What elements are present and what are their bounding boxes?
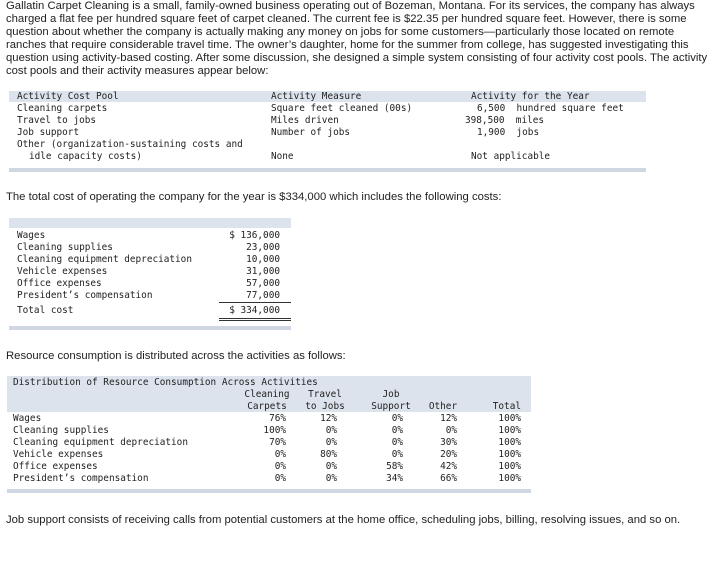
col-header-line1: Cleaning — [244, 389, 290, 400]
table-row: Other (organization-sustaining costs and — [17, 139, 243, 150]
cost-subtotal-rule — [219, 302, 291, 303]
resource-paragraph: Resource consumption is distributed across the activities as follows: — [6, 350, 346, 362]
total-cost-label: Total cost — [17, 305, 74, 316]
cost-total-row — [9, 305, 291, 317]
activity-cost-pool-table — [9, 91, 646, 173]
cost-total-double-rule — [219, 318, 291, 321]
distribution-table-bottom-rule — [7, 489, 531, 493]
table-row: Job support Number of jobs 1,900 jobs — [17, 127, 540, 138]
col-header-line2: Total — [492, 401, 521, 412]
total-cost-paragraph: The total cost of operating the company for the year is $334,000 which includes the following costs: — [6, 191, 502, 203]
activity-year-header: Activity for the Year — [471, 91, 590, 102]
table-row: Travel to jobs Miles driven 398,500 miles — [17, 115, 545, 126]
cost-table-bottom-rule — [9, 326, 291, 330]
activity-measure-header: Activity Measure — [271, 91, 362, 102]
col-header-line2: Support — [371, 401, 411, 412]
total-cost-value: $ 334,000 — [229, 305, 280, 316]
activity-table-bottom-rule — [9, 168, 646, 172]
intro-paragraph: Gallatin Carpet Cleaning is a small, family-owned business operating out of Bozeman, Montana. For its services, the company has always charged a flat fee per hundred square feet of carpet cleaned. The current fee is $22.35 per hundred square feet. However, there is some question about whether the company is actually making any money on jobs for some customers—particularly those located on remote ranches that require considerable travel time. The owner’s daughter, home for the summer from college, has suggested investigating this question using activity-based costing. After some discussion, she designed a simple system consisting of four activity cost pools. The activity cost pools and their activity measures appear below: — [6, 0, 708, 78]
table-row: President’s compensation 0% 0% 34% 66% 100% — [13, 473, 521, 484]
table-row: Cleaning supplies 23,000 — [17, 242, 280, 253]
distribution-table-title: Distribution of Resource Consumption Across Activities — [13, 377, 318, 388]
cost-table-header-band — [9, 218, 291, 228]
col-header-line2: Carpets — [247, 401, 287, 412]
table-row: idle capacity costs) None Not applicable — [29, 151, 551, 162]
activity-pool-header: Activity Cost Pool — [17, 91, 119, 102]
col-header-line1: Job — [382, 389, 400, 400]
table-row: Cleaning carpets Square feet cleaned (00s) 6,500 hundred square feet — [17, 103, 624, 114]
table-row: President’s compensation 77,000 — [17, 290, 280, 301]
table-row: Wages 76% 12% 0% 12% 100% — [13, 413, 521, 424]
table-row: Cleaning equipment depreciation 10,000 — [17, 254, 280, 265]
table-row: Vehicle expenses 31,000 — [17, 266, 280, 277]
col-header-line1: Travel — [308, 389, 342, 400]
cost-table — [9, 218, 291, 334]
table-row: Vehicle expenses 0% 80% 0% 20% 100% — [13, 449, 521, 460]
table-row: Office expenses 57,000 — [17, 278, 280, 289]
table-row: Cleaning supplies 100% 0% 0% 0% 100% — [13, 425, 521, 436]
col-header-line2: to Jobs — [305, 401, 345, 412]
distribution-table — [7, 376, 531, 496]
job-support-paragraph: Job support consists of receiving calls from potential customers at the home office, scheduling jobs, billing, resolving issues, and so on. — [6, 514, 681, 526]
col-header-line2: Other — [428, 401, 458, 412]
table-row: Cleaning equipment depreciation 70% 0% 0% 30% 100% — [13, 437, 521, 448]
table-row: Wages $ 136,000 — [17, 230, 280, 241]
table-row: Office expenses 0% 0% 58% 42% 100% — [13, 461, 521, 472]
